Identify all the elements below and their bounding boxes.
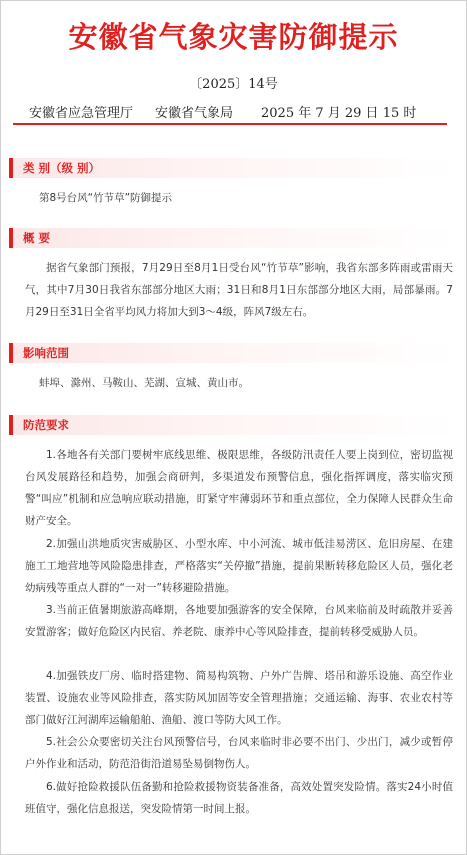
section-heading-category: 类 别（级 别） bbox=[9, 158, 457, 178]
section-heading-requirements: 防范要求 bbox=[9, 415, 457, 435]
requirement-item-2: 2.加强山洪地质灾害威胁区、小型水库、中小河流、城市低洼易涝区、危旧房屋、在建施工工地营地等风险隐患排查，严格落实“关停撤”措施，提前果断转移危险区人员，强化老幼病残等重点人群的“一对一”转移避险措施。 bbox=[25, 538, 453, 594]
requirement-item-3: 3.当前正值暑期旅游高峰期，各地要加强游客的安全保障，台风来临前及时疏散并妥善安置游客；做好危险区内民宿、养老院、康养中心等风险排查，提前转移受威胁人员。 bbox=[25, 604, 453, 638]
section-heading-overview: 概 要 bbox=[9, 228, 457, 248]
issuer-emergency-department: 安徽省应急管理厅 bbox=[29, 106, 134, 121]
requirement-item-6: 6.做好抢险救援队伍备勤和抢险救援物资装备准备，高效处置突发险情。落实24小时值班值守，强化信息报送，突发险情第一时间上报。 bbox=[25, 781, 453, 815]
requirement-item-5: 5.社会公众要密切关注台风预警信号，台风来临时非必要不出门、少出门，减少或暂停户外作业和活动，防范沿街沿道易坠易倒物伤人。 bbox=[25, 736, 453, 770]
issue-date: 2025 年 7 月 29 日 15 时 bbox=[261, 106, 417, 121]
header-divider bbox=[13, 123, 447, 125]
section-heading-scope: 影响范围 bbox=[9, 343, 457, 363]
category-text: 第8号台风“竹节草”防御提示 bbox=[39, 192, 173, 204]
requirement-item-4: 4.加强铁皮厂房、临时搭建物、简易构筑物、户外广告牌、塔吊和游乐设施、高空作业装置、设施农业等风险排查，落实防风加固等安全管理措施；交通运输、海事、农业农村等部门做好江河湖库运输船舶、渔船、渡口等防大风工作。 bbox=[25, 670, 453, 726]
issuer-line bbox=[29, 102, 449, 121]
page-title: 安徽省气象灾害防御提示 bbox=[68, 20, 399, 54]
requirement-item-1: 1.各地各有关部门要树牢底线思维、极限思维，各级防汛责任人要上岗到位，密切监视台风发展路径和趋势，加强会商研判，多渠道发布预警信息，强化指挥调度，落实临灾预警“叫应”机制和应急响应联动措施，盯紧守牢薄弱环节和重点部位，全力保障人民群众生命财产安全。 bbox=[25, 449, 453, 527]
document-number: 〔2025〕14号 bbox=[189, 77, 278, 92]
issuer-meteorological-bureau: 安徽省气象局 bbox=[155, 106, 234, 121]
scope-text: 蚌埠、滁州、马鞍山、芜湖、宣城、黄山市。 bbox=[39, 377, 249, 389]
overview-text: 据省气象部门预报，7月29日至8月1日受台风“竹节草”影响，我省东部多阵雨或雷雨天气，其中7月30日我省东部部分地区大雨；31日和8月1日东部部分地区大雨，局部暴雨。7月29日至31日全省平均风力将加大到3～4级，阵风7级左右。 bbox=[25, 262, 453, 318]
